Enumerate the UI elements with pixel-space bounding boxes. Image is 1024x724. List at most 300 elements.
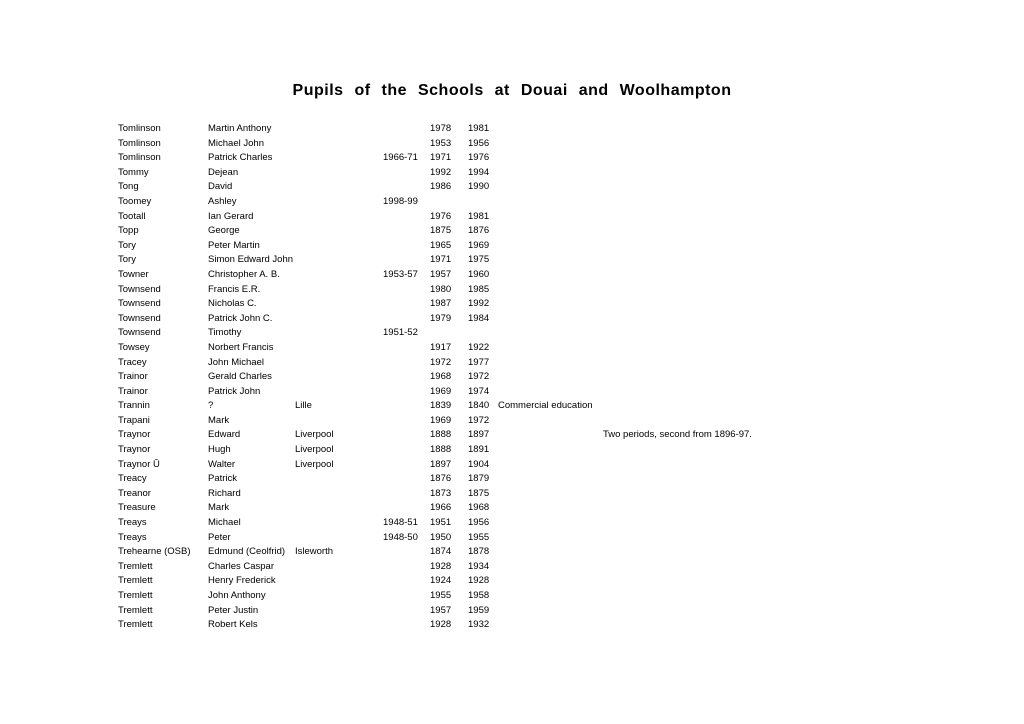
cell-year_from: 1950 (430, 531, 452, 543)
cell-year_from: 1924 (430, 575, 452, 587)
cell-note (498, 326, 603, 341)
cell-period (383, 589, 430, 604)
table-row (118, 604, 1024, 619)
cell-forename: Peter Justin (208, 604, 259, 616)
cell-year_from: 1951 (430, 517, 452, 529)
cell-place (295, 472, 383, 487)
cell-year_from: 1992 (430, 166, 452, 178)
table-row (118, 253, 1024, 268)
cell-year_from: 1876 (430, 473, 452, 485)
cell-place (295, 151, 383, 166)
cell-year_from: 1972 (430, 356, 452, 368)
cell-note2 (603, 224, 923, 239)
cell-note (498, 443, 603, 458)
cell-note2 (603, 326, 923, 341)
cell-note (498, 283, 603, 298)
cell-year_to (468, 326, 498, 341)
cell-year_to (468, 195, 498, 210)
cell-note (498, 253, 603, 268)
cell-note (498, 356, 603, 371)
table-row (118, 137, 1024, 152)
cell-surname: Traynor Ū (118, 458, 160, 470)
cell-year_to: 1934 (468, 560, 490, 572)
cell-period (383, 370, 430, 385)
cell-note2 (603, 166, 923, 181)
table-row (118, 210, 1024, 225)
cell-forename: Ian Gerard (208, 210, 254, 222)
cell-year_from: 1986 (430, 181, 452, 193)
cell-year_from: 1965 (430, 239, 452, 251)
cell-year_from: 1888 (430, 444, 452, 456)
cell-year_from: 1969 (430, 385, 452, 397)
cell-year_from: 1897 (430, 458, 452, 470)
table-row (118, 472, 1024, 487)
cell-note (498, 210, 603, 225)
cell-year_to: 1992 (468, 298, 490, 310)
cell-period (383, 458, 430, 473)
cell-year_from: 1874 (430, 546, 452, 558)
cell-note2 (603, 531, 923, 546)
cell-year_to: 1879 (468, 473, 490, 485)
cell-year_to: 1956 (468, 517, 490, 529)
cell-surname: Tomlinson (118, 123, 161, 134)
cell-forename: Patrick John (208, 385, 261, 397)
cell-forename: Patrick Charles (208, 152, 273, 164)
table-row (118, 283, 1024, 298)
cell-forename: Henry Frederick (208, 575, 276, 587)
cell-period (383, 385, 430, 400)
table-row (118, 370, 1024, 385)
cell-note (498, 151, 603, 166)
table-row (118, 341, 1024, 356)
cell-note2 (603, 414, 923, 429)
cell-year_to: 1976 (468, 152, 490, 164)
cell-place (295, 414, 383, 429)
cell-forename: Dejean (208, 166, 239, 178)
cell-forename: Peter Martin (208, 239, 260, 251)
cell-period: 1953-57 (383, 268, 418, 280)
cell-year_from: 1873 (430, 487, 452, 499)
cell-place: Liverpool (295, 444, 334, 456)
cell-forename: Timothy (208, 327, 242, 339)
cell-year_from: 1957 (430, 604, 452, 616)
cell-surname: Townsend (118, 298, 161, 310)
cell-note2 (603, 472, 923, 487)
cell-forename: Walter (208, 458, 236, 470)
table-row (118, 326, 1024, 341)
cell-period: 1948-51 (383, 517, 418, 529)
cell-period (383, 443, 430, 458)
cell-place (295, 224, 383, 239)
cell-year_to: 1897 (468, 429, 490, 441)
cell-note2 (603, 370, 923, 385)
cell-place (295, 122, 383, 137)
cell-place (295, 166, 383, 181)
cell-surname: Tremlett (118, 604, 153, 616)
cell-forename: John Michael (208, 356, 264, 368)
cell-surname: Tomlinson (118, 137, 161, 149)
cell-place: Liverpool (295, 429, 334, 441)
cell-note2 (603, 574, 923, 589)
table-row (118, 399, 1024, 414)
table-row (118, 180, 1024, 195)
cell-period (383, 414, 430, 429)
cell-surname: Tracey (118, 356, 147, 368)
cell-note2 (603, 312, 923, 327)
cell-forename: Charles Caspar (208, 560, 274, 572)
cell-note2 (603, 516, 923, 531)
cell-forename: David (208, 181, 233, 193)
cell-place (295, 180, 383, 195)
cell-forename: Simon Edward John (208, 254, 294, 266)
cell-period (383, 210, 430, 225)
cell-note2 (603, 180, 923, 195)
cell-period: 1948-50 (383, 531, 418, 543)
cell-place (295, 239, 383, 254)
cell-year_from: 1971 (430, 152, 452, 164)
cell-place (295, 574, 383, 589)
cell-year_from: 1969 (430, 414, 452, 426)
cell-year_to: 1928 (468, 575, 490, 587)
cell-year_to: 1974 (468, 385, 490, 397)
cell-note (498, 516, 603, 531)
cell-surname: Trehearne (OSB) (118, 546, 191, 558)
cell-place (295, 385, 383, 400)
cell-period (383, 574, 430, 589)
cell-year_to: 1981 (468, 210, 490, 222)
table-row (118, 531, 1024, 546)
cell-note (498, 531, 603, 546)
cell-note2 (603, 618, 923, 633)
cell-forename: Francis E.R. (208, 283, 261, 295)
cell-note2 (603, 545, 923, 560)
cell-note (498, 166, 603, 181)
cell-period: 1951-52 (383, 327, 418, 339)
cell-note (498, 487, 603, 502)
table-row (118, 151, 1024, 166)
cell-forename: Mark (208, 502, 230, 514)
cell-year_to: 1977 (468, 356, 490, 368)
cell-note2 (603, 151, 923, 166)
cell-note2 (603, 356, 923, 371)
cell-year_to: 1990 (468, 181, 490, 193)
cell-year_from: 1953 (430, 137, 452, 149)
cell-note (498, 239, 603, 254)
cell-surname: Townsend (118, 312, 161, 324)
cell-surname: Tory (118, 239, 136, 251)
cell-period (383, 180, 430, 195)
cell-place (295, 560, 383, 575)
cell-place (295, 253, 383, 268)
cell-surname: Tomlinson (118, 152, 161, 164)
cell-place (295, 516, 383, 531)
cell-forename: Ashley (208, 195, 237, 207)
cell-year_to: 1875 (468, 487, 490, 499)
cell-year_from: 1978 (430, 123, 452, 134)
table-row (118, 458, 1024, 473)
cell-period (383, 399, 430, 414)
cell-year_to: 1922 (468, 341, 490, 353)
cell-note (498, 312, 603, 327)
cell-surname: Tremlett (118, 575, 153, 587)
cell-forename: Richard (208, 487, 241, 499)
cell-period (383, 166, 430, 181)
cell-year_to: 1891 (468, 444, 490, 456)
cell-note2 (603, 443, 923, 458)
cell-place (295, 283, 383, 298)
cell-year_to: 1972 (468, 371, 490, 383)
table-row (118, 297, 1024, 312)
cell-note (498, 180, 603, 195)
cell-place (295, 618, 383, 633)
cell-note (498, 501, 603, 516)
cell-forename: Patrick (208, 473, 238, 485)
cell-year_from: 1917 (430, 341, 452, 353)
cell-note (498, 137, 603, 152)
cell-year_from: 1888 (430, 429, 452, 441)
table-row (118, 224, 1024, 239)
table-row (118, 122, 1024, 137)
cell-year_to: 1981 (468, 123, 490, 134)
cell-forename: Hugh (208, 444, 231, 456)
cell-note2 (603, 268, 923, 283)
cell-surname: Trainor (118, 371, 148, 383)
cell-note2 (603, 399, 923, 414)
cell-note (498, 428, 603, 443)
cell-note2 (603, 297, 923, 312)
cell-period: 1966-71 (383, 152, 418, 164)
cell-place (295, 137, 383, 152)
cell-year_to: 1958 (468, 590, 490, 601)
cell-surname: Trainor (118, 385, 148, 397)
cell-year_to: 1972 (468, 414, 490, 426)
cell-note (498, 589, 603, 604)
cell-year_to: 1959 (468, 604, 490, 616)
cell-note (498, 604, 603, 619)
cell-year_from: 1979 (430, 312, 452, 324)
cell-surname: Traynor (118, 429, 151, 441)
cell-note2 (603, 589, 923, 604)
cell-forename: Christopher A. B. (208, 268, 280, 280)
cell-period (383, 283, 430, 298)
cell-note2 (603, 458, 923, 473)
cell-period (383, 560, 430, 575)
cell-surname: Tootall (118, 210, 146, 222)
cell-year_to: 1994 (468, 166, 490, 178)
table-row (118, 545, 1024, 560)
cell-surname: Trapani (118, 414, 150, 426)
cell-surname: Treays (118, 531, 147, 543)
cell-note2 (603, 122, 923, 137)
cell-year_to: 1840 (468, 400, 490, 412)
cell-note2 (603, 239, 923, 254)
cell-year_from: 1980 (430, 283, 452, 295)
cell-forename: ? (208, 400, 214, 412)
cell-note (498, 341, 603, 356)
cell-place (295, 326, 383, 341)
cell-forename: Michael (208, 517, 241, 529)
cell-period (383, 545, 430, 560)
cell-surname: Towner (118, 268, 149, 280)
table-row (118, 195, 1024, 210)
cell-forename: Gerald Charles (208, 371, 272, 383)
cell-forename: Nicholas C. (208, 298, 257, 310)
cell-year_to: 1975 (468, 254, 490, 266)
cell-period (383, 604, 430, 619)
cell-year_to: 1956 (468, 137, 490, 149)
cell-place (295, 195, 383, 210)
cell-forename: Robert Kels (208, 619, 258, 631)
cell-place: Lille (295, 400, 312, 412)
cell-period (383, 137, 430, 152)
cell-year_to: 1876 (468, 225, 490, 237)
cell-place (295, 531, 383, 546)
cell-note2 (603, 501, 923, 516)
cell-note (498, 472, 603, 487)
table-row (118, 166, 1024, 181)
pupils-table (118, 122, 1024, 633)
cell-place (295, 604, 383, 619)
cell-year_to: 1985 (468, 283, 490, 295)
cell-year_from (430, 326, 468, 341)
page-title: Pupils of the Schools at Douai and Woolhampton (292, 82, 732, 99)
cell-note2 (603, 341, 923, 356)
cell-note (498, 560, 603, 575)
cell-year_to: 1904 (468, 458, 490, 470)
cell-note2 (603, 604, 923, 619)
cell-year_from: 1968 (430, 371, 452, 383)
cell-period (383, 428, 430, 443)
cell-year_from: 1839 (430, 400, 452, 412)
cell-note (498, 268, 603, 283)
cell-year_from: 1957 (430, 268, 452, 280)
table-row (118, 312, 1024, 327)
table-row (118, 414, 1024, 429)
cell-forename: Peter (208, 531, 231, 543)
cell-year_to: 1969 (468, 239, 490, 251)
table-row (118, 589, 1024, 604)
cell-year_from: 1987 (430, 298, 452, 310)
cell-year_to: 1960 (468, 268, 490, 280)
cell-period (383, 356, 430, 371)
cell-surname: Townsend (118, 327, 161, 339)
cell-year_to: 1932 (468, 619, 490, 631)
cell-note: Commercial education (498, 400, 593, 412)
cell-note2 (603, 487, 923, 502)
cell-place (295, 297, 383, 312)
cell-period: 1998-99 (383, 195, 418, 207)
cell-surname: Topp (118, 225, 139, 237)
cell-forename: Edmund (Ceolfrid) (208, 546, 286, 558)
cell-surname: Towsey (118, 341, 150, 353)
cell-forename: John Anthony (208, 590, 266, 601)
cell-note2 (603, 210, 923, 225)
cell-surname: Trannin (118, 400, 150, 412)
cell-note (498, 195, 603, 210)
cell-surname: Toomey (118, 195, 152, 207)
cell-forename: Edward (208, 429, 241, 441)
cell-note (498, 545, 603, 560)
cell-place: Liverpool (295, 458, 334, 470)
cell-note (498, 414, 603, 429)
cell-year_from: 1928 (430, 560, 452, 572)
cell-period (383, 297, 430, 312)
cell-note2 (603, 560, 923, 575)
cell-period (383, 501, 430, 516)
table-row (118, 268, 1024, 283)
cell-year_from: 1971 (430, 254, 452, 266)
cell-note (498, 224, 603, 239)
cell-surname: Treanor (118, 487, 151, 499)
cell-note (498, 370, 603, 385)
cell-surname: Treays (118, 517, 147, 529)
cell-forename: Mark (208, 414, 230, 426)
cell-forename: Patrick John C. (208, 312, 273, 324)
cell-note (498, 385, 603, 400)
cell-forename: George (208, 225, 240, 237)
cell-period (383, 487, 430, 502)
table-row (118, 501, 1024, 516)
cell-period (383, 239, 430, 254)
cell-period (383, 472, 430, 487)
cell-period (383, 224, 430, 239)
table-row (118, 385, 1024, 400)
table-row (118, 516, 1024, 531)
cell-year_from: 1976 (430, 210, 452, 222)
table-row (118, 618, 1024, 633)
cell-place (295, 312, 383, 327)
cell-place (295, 370, 383, 385)
cell-period (383, 618, 430, 633)
cell-period (383, 341, 430, 356)
cell-note2 (603, 283, 923, 298)
cell-period (383, 122, 430, 137)
cell-note (498, 122, 603, 137)
cell-place (295, 589, 383, 604)
cell-surname: Tremlett (118, 590, 153, 601)
cell-note2 (603, 385, 923, 400)
table-row (118, 239, 1024, 254)
cell-surname: Townsend (118, 283, 161, 295)
cell-year_to: 1878 (468, 546, 490, 558)
table-row (118, 356, 1024, 371)
table-row (118, 428, 1024, 443)
cell-forename: Martin Anthony (208, 123, 272, 134)
cell-note (498, 574, 603, 589)
table-row (118, 487, 1024, 502)
cell-period (383, 253, 430, 268)
cell-note2 (603, 253, 923, 268)
cell-year_to: 1955 (468, 531, 490, 543)
cell-place (295, 268, 383, 283)
cell-note2 (603, 195, 923, 210)
cell-year_from: 1966 (430, 502, 452, 514)
cell-place (295, 210, 383, 225)
cell-year_from: 1928 (430, 619, 452, 631)
cell-surname: Tong (118, 181, 139, 193)
table-row (118, 443, 1024, 458)
cell-place (295, 501, 383, 516)
cell-surname: Tremlett (118, 560, 153, 572)
cell-place (295, 341, 383, 356)
cell-year_to: 1984 (468, 312, 490, 324)
cell-surname: Traynor (118, 444, 151, 456)
cell-forename: Michael John (208, 137, 264, 149)
cell-surname: Treacy (118, 473, 147, 485)
cell-year_from: 1875 (430, 225, 452, 237)
cell-note (498, 458, 603, 473)
table-row (118, 574, 1024, 589)
